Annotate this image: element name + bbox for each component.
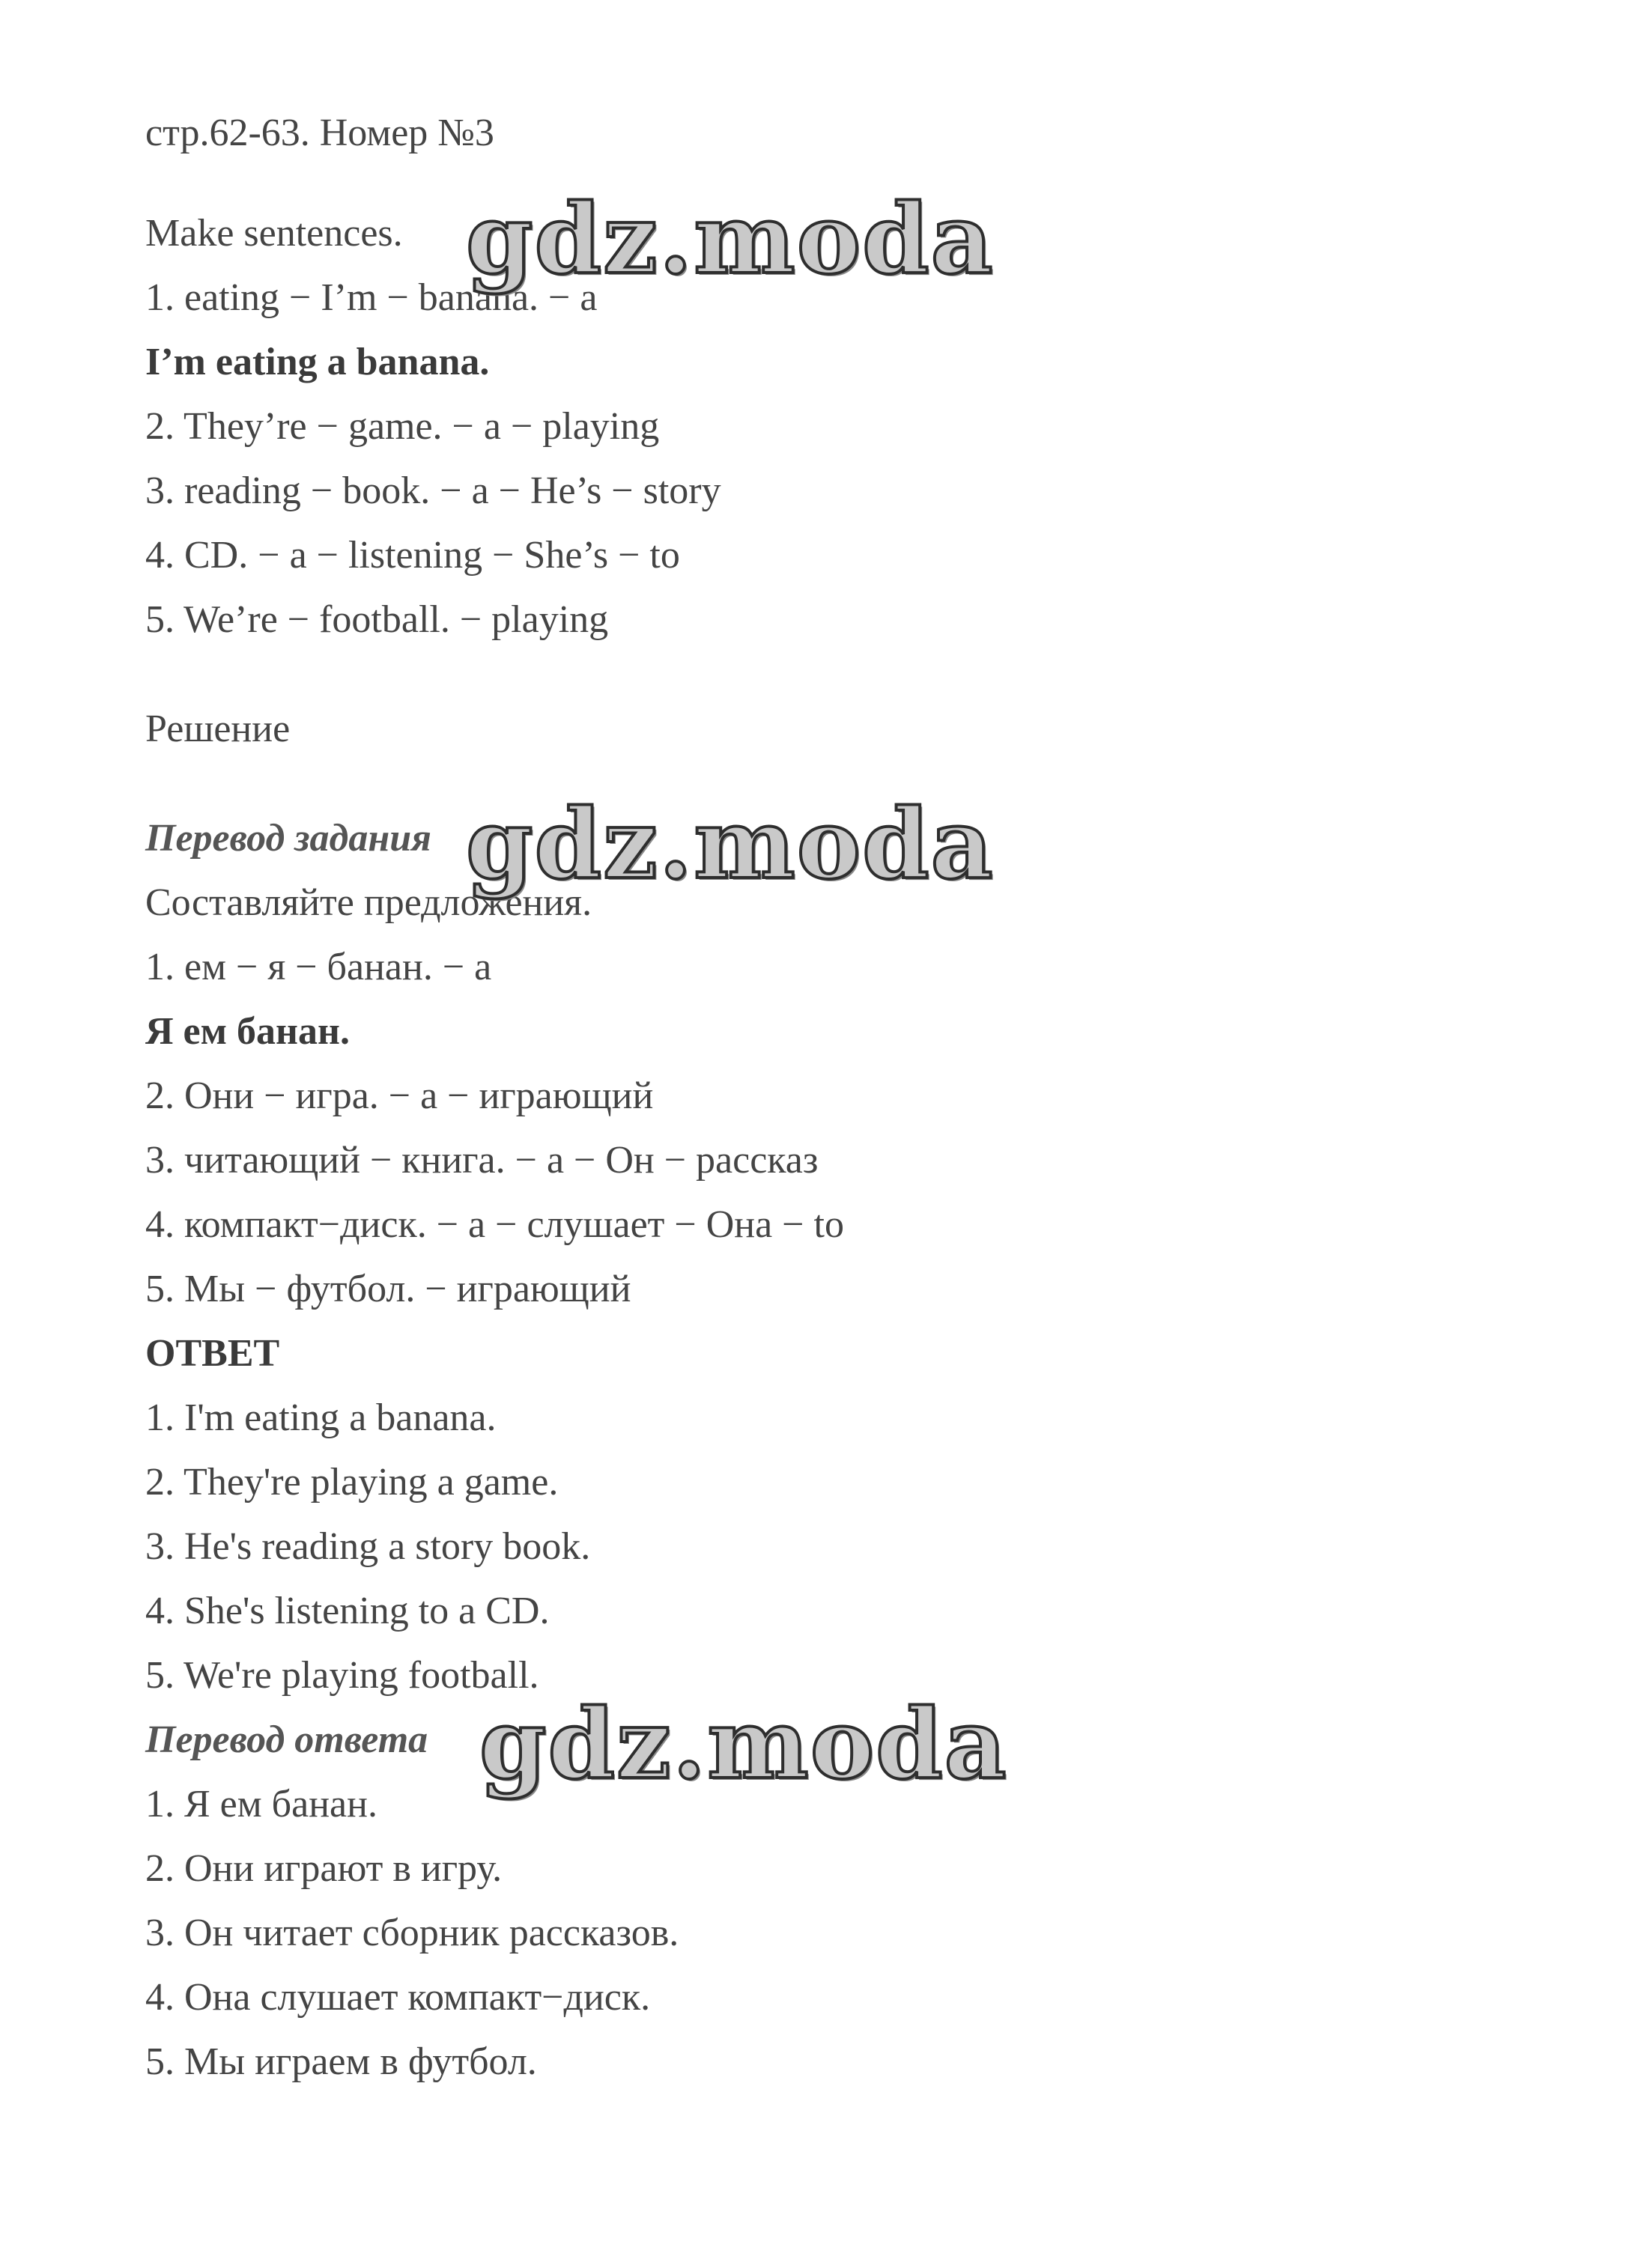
watermark: gdz.moda [479, 1688, 1008, 1801]
task-example: I’m eating a banana. [145, 341, 490, 383]
page-title: стр.62-63. Номер №3 [145, 112, 494, 154]
answer-item: 1. I'm eating a banana. [145, 1396, 497, 1439]
answer-translation-item: 1. Я ем банан. [145, 1783, 377, 1825]
answer-translation-item: 3. Он читает сборник рассказов. [145, 1912, 679, 1954]
answer-item: 3. He's reading a story book. [145, 1525, 591, 1568]
answer-translation-item: 5. Мы играем в футбол. [145, 2040, 537, 2083]
task-translation-item: 5. Мы − футбол. − играющий [145, 1268, 631, 1310]
task-translation-item: 3. читающий − книга. − а − Он − рассказ [145, 1139, 819, 1182]
watermark: gdz.moda [466, 183, 995, 296]
task-item: 1. eating − I’m − banana. − a [145, 276, 598, 319]
watermark: gdz.moda [466, 788, 995, 901]
answer-translation-heading: Перевод ответа [145, 1718, 428, 1761]
task-item: 2. They’re − game. − a − playing [145, 405, 660, 448]
answer-translation-item: 4. Она слушает компакт−диск. [145, 1976, 651, 2019]
task-translation-item: 2. Они − игра. − а − играющий [145, 1074, 654, 1117]
answer-heading: ОТВЕТ [145, 1332, 280, 1375]
solution-heading: Решение [145, 708, 291, 750]
answer-translation-item: 2. Они играют в игру. [145, 1847, 503, 1890]
task-translation-item: 1. ем − я − банан. − а [145, 946, 492, 988]
task-translation-heading: Перевод задания [145, 817, 431, 860]
task-translation-item: 4. компакт−диск. − а − слушает − Она − to [145, 1203, 844, 1246]
task-translation-example: Я ем банан. [145, 1010, 350, 1053]
answer-item: 5. We're playing football. [145, 1654, 539, 1697]
answer-item: 4. She's listening to a CD. [145, 1590, 550, 1632]
task-item: 3. reading − book. − a − He’s − story [145, 469, 721, 512]
task-item: 4. CD. − a − listening − She’s − to [145, 534, 680, 577]
task-item: 5. We’re − football. − playing [145, 598, 609, 641]
task-translation-instruction: Составляйте предложения. [145, 881, 592, 924]
answer-item: 2. They're playing a game. [145, 1461, 559, 1504]
task-instruction: Make sentences. [145, 212, 403, 255]
